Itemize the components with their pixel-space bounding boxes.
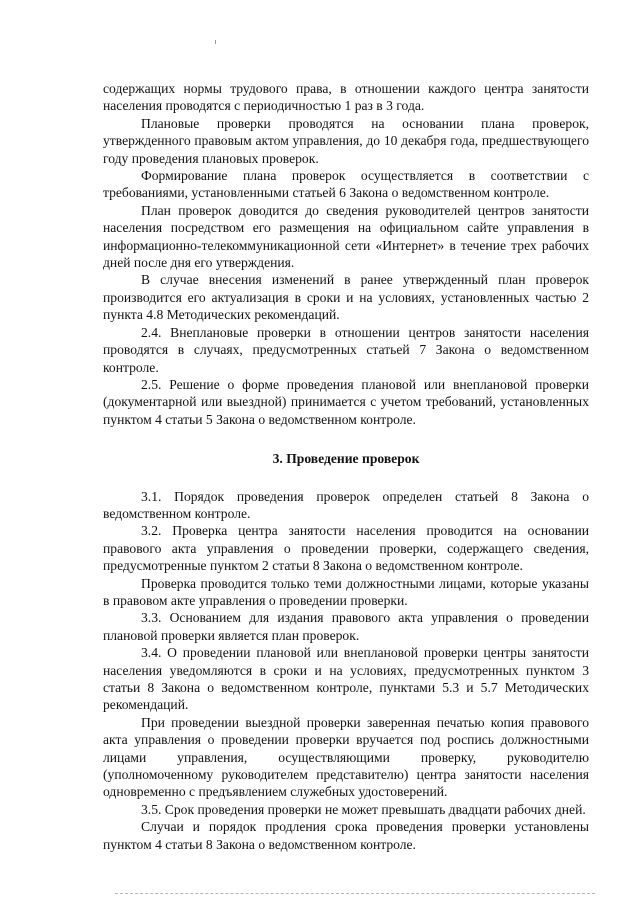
section3-paragraph: 3.1. Порядок проведения проверок определен статьей 8 Закона о ведомственном контроле. [103, 488, 589, 521]
document-page [103, 80, 589, 853]
section-heading: 3. Проведение проверок [272, 451, 420, 467]
body-paragraph: 2.4. Внеплановые проверки в отношении центров занятости населения проводятся в случаях, предусмотренных статьей 7 Закона о ведомственном контроле. [103, 324, 589, 375]
paragraphs-before-heading [103, 80, 589, 428]
section3-paragraph: 3.5. Срок проведения проверки не может превышать двадцати рабочих дней. [141, 801, 586, 817]
body-paragraph: содержащих нормы трудового права, в отношении каждого центра занятости населения проводятся с периодичностью 1 раз в 3 года. [103, 81, 589, 114]
body-paragraph: В случае внесения изменений в ранее утвержденный план проверок производится его актуализация в сроки и на условиях, установленных частью 2 пункта 4.8 Методических рекомендаций. [103, 272, 589, 323]
section3-paragraph: При проведении выездной проверки заверенная печатью копия правового акта управления о проведении проверки вручается под роспись должностными лицами управления, осуществляющими проверку, руководителю (уполномоченному руководителем представителю) центра занятости населения одновременно с предъявлением служебных удостоверений. [103, 714, 589, 800]
scan-artifact-bottom-line [115, 893, 595, 894]
section3-paragraph: Проверка проводится только теми должностными лицами, которые указаны в правовом акте управления о проведении проверки. [103, 575, 589, 608]
section3-paragraph: Случаи и порядок продления срока проведения проверки установлены пунктом 4 статьи 8 Закона о ведомственном контроле. [103, 819, 589, 852]
body-paragraph: Формирование плана проверок осуществляется в соответствии с требованиями, установленными статьей 6 Закона о ведомственном контроле. [103, 168, 589, 201]
section3-paragraph: 3.3. Основанием для издания правового акта управления о проведении плановой проверки является план проверок. [103, 610, 589, 643]
body-paragraph: Плановые проверки проводятся на основании плана проверок, утвержденного правовым актом управления, до 10 декабря года, предшествующего году проведения плановых проверок. [103, 115, 589, 166]
scan-artifact-top [215, 40, 216, 44]
body-paragraph: 2.5. Решение о форме проведения плановой или внеплановой проверки (документарной или выездной) принимается с учетом требований, установленных пунктом 4 статьи 5 Закона о ведомственном контроле. [103, 376, 589, 427]
section3-paragraph: 3.2. Проверка центра занятости населения проводится на основании правового акта управления о проведении проверки, содержащего сведения, предусмотренные пунктом 2 статьи 8 Закона о ведомственном контроле. [103, 523, 589, 574]
body-paragraph: План проверок доводится до сведения руководителей центров занятости населения посредством его размещения на официальном сайте управления в информационно-телекоммуникационной сети «Интернет» в течение трех рабочих дней после дня его утверждения. [103, 202, 589, 271]
paragraphs-after-heading [103, 488, 589, 854]
section3-paragraph: 3.4. О проведении плановой или внеплановой проверки центры занятости населения уведомляются в сроки и на условиях, предусмотренных пунктом 3 статьи 8 Закона о ведомственном контроле, пунктами 5.3 и 5.7 Методических рекомендаций. [103, 645, 589, 713]
